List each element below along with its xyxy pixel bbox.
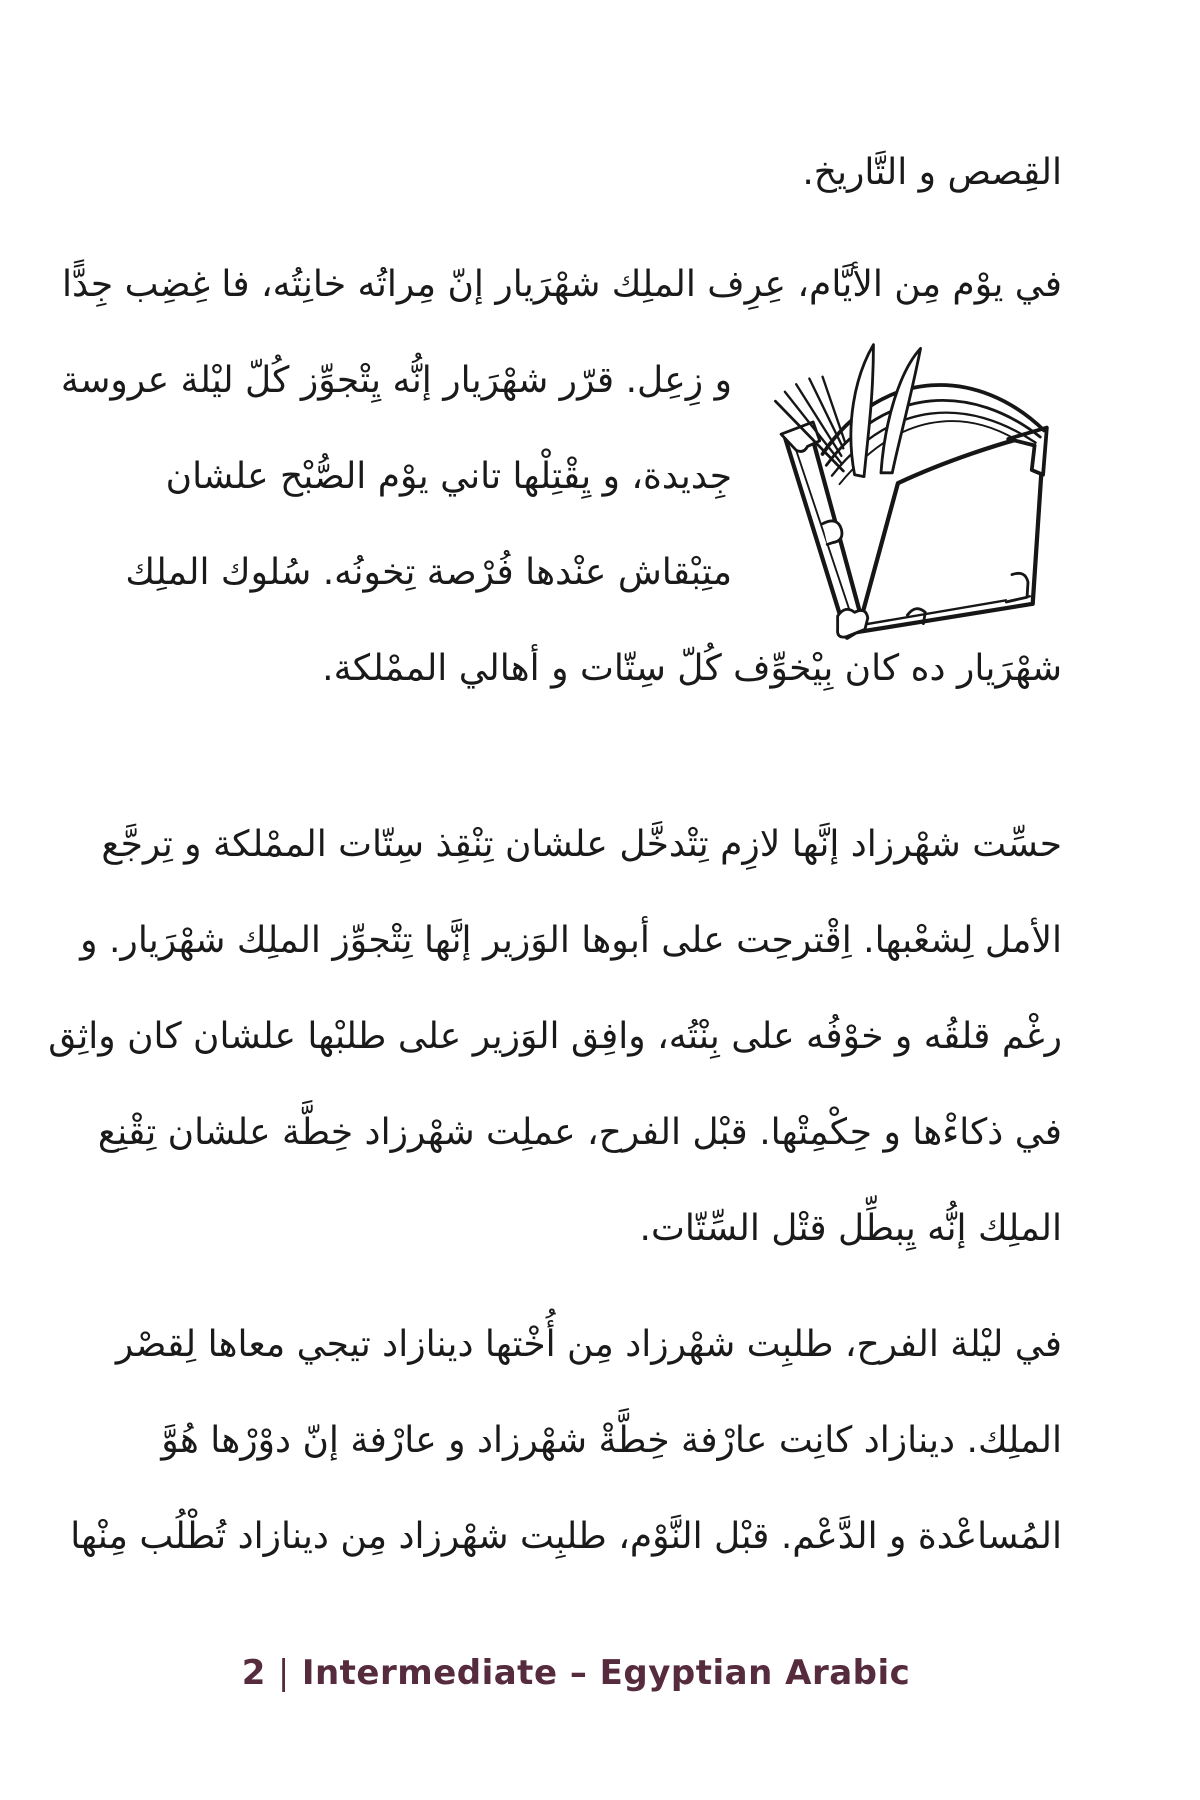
story-line: الملك إنه يبطل قتل الستات.	[639, 1208, 1062, 1249]
paragraph-3	[70, 1297, 1062, 1585]
paragraph-1	[60, 237, 1062, 717]
text-wrap-zone	[60, 333, 1062, 621]
story-line: في ذكاءها و حكمتها. قبل الفرح، عملت شهرزاد خطة علشان تقنع	[97, 1112, 1062, 1153]
story-line: و زعل. قرر شهريار إنه يتجوز كل ليلة عروسة	[60, 360, 732, 401]
open-book-illustration	[732, 333, 1062, 621]
intro-line: القصص و التاريخ.	[802, 152, 1062, 193]
story-line: المساعدة و الدعم. قبل النوم، طلبت شهرزاد من دينازاد تطلب منها	[70, 1516, 1062, 1557]
open-book-icon	[732, 339, 1062, 650]
story-line: الملك. دينازاد كانت عارفة خطة شهرزاد و عارفة إن دورها هو	[161, 1420, 1062, 1461]
story-line: حست شهرزاد إنها لازم تتدخل علشان تنقذ ستات المملكة و ترجع	[101, 824, 1062, 865]
wrapped-lines	[60, 333, 732, 621]
footer-label: Intermediate – Egyptian Arabic	[301, 1653, 911, 1693]
page-number: 2	[241, 1653, 266, 1693]
story-line: في ليلة الفرح، طلبت شهرزاد من أختها دينازاد تيجي معاها لقصر	[115, 1324, 1062, 1365]
story-line: شهريار ده كان بيخوف كل ستات و أهالي المملكة.	[322, 648, 1062, 689]
footer-divider: |	[277, 1653, 290, 1693]
story-line: الأمل لشعبها. اقترحت على أبوها الوزير إنها تتجوز الملك شهريار. و	[80, 920, 1062, 961]
story-line: جديدة، و يقتلها تاني يوم الصبح علشان	[165, 456, 732, 497]
story-line: متبقاش عندها فرصة تخونه. سلوك الملك	[125, 552, 732, 593]
paragraph-2	[48, 797, 1062, 1277]
story-line: رغم قلقه و خوفه على بنته، وافق الوزير على طلبها علشان كان واثق	[48, 1016, 1062, 1057]
page-footer	[90, 1649, 1062, 1697]
story-line: في يوم من الأيام، عرف الملك شهريار إن مراته خانته، فا غضب جدا	[61, 264, 1062, 305]
